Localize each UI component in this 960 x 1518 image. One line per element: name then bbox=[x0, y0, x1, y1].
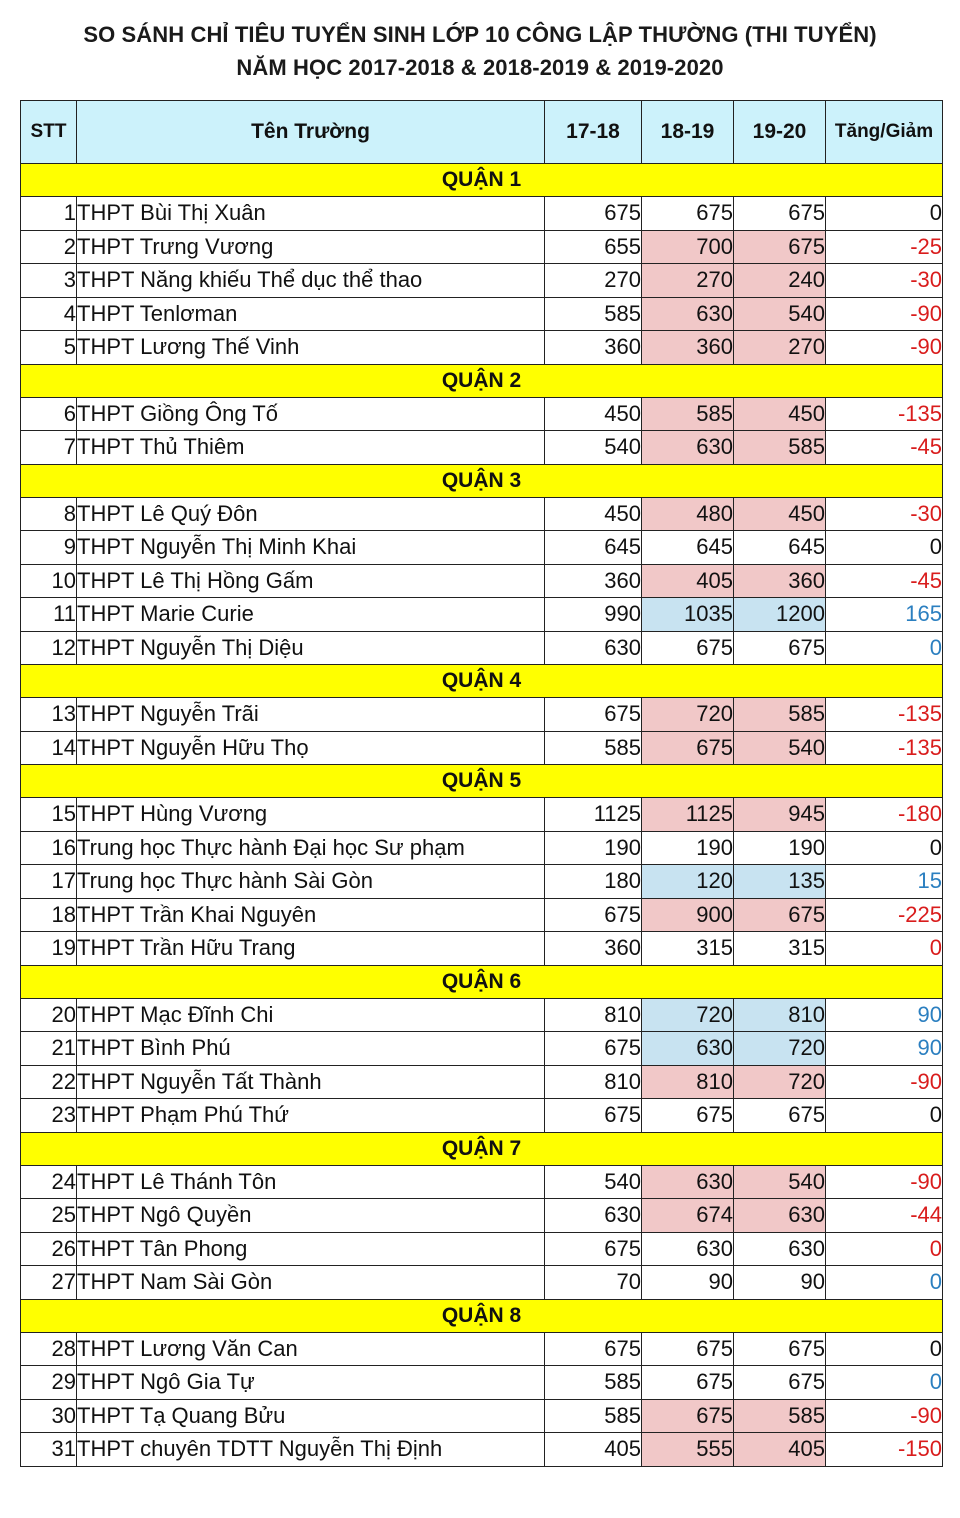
row-change: 0 bbox=[826, 1266, 943, 1300]
row-quota-18-19: 360 bbox=[642, 331, 734, 365]
row-stt: 7 bbox=[21, 431, 77, 465]
table-row bbox=[21, 1399, 943, 1433]
row-change: -90 bbox=[826, 1165, 943, 1199]
row-stt: 22 bbox=[21, 1065, 77, 1099]
row-change: 0 bbox=[826, 1366, 943, 1400]
table-row bbox=[21, 898, 943, 932]
row-stt: 11 bbox=[21, 598, 77, 632]
row-change: 165 bbox=[826, 598, 943, 632]
row-quota-17-18: 630 bbox=[545, 631, 642, 665]
table-row bbox=[21, 698, 943, 732]
row-quota-19-20: 720 bbox=[734, 1065, 826, 1099]
row-school-name: THPT Nguyễn Tất Thành bbox=[77, 1065, 545, 1099]
header-row bbox=[21, 101, 943, 164]
table-row bbox=[21, 230, 943, 264]
title-line-1: SO SÁNH CHỈ TIÊU TUYỂN SINH LỚP 10 CÔNG LẬP THƯỜNG (THI TUYỂN) bbox=[83, 22, 877, 47]
row-quota-18-19: 190 bbox=[642, 831, 734, 865]
row-change: -135 bbox=[826, 698, 943, 732]
row-quota-17-18: 810 bbox=[545, 1065, 642, 1099]
row-school-name: THPT Trần Khai Nguyên bbox=[77, 898, 545, 932]
row-quota-19-20: 675 bbox=[734, 631, 826, 665]
row-quota-17-18: 630 bbox=[545, 1199, 642, 1233]
row-quota-17-18: 675 bbox=[545, 1099, 642, 1133]
admissions-table bbox=[20, 100, 943, 1467]
row-quota-17-18: 450 bbox=[545, 497, 642, 531]
row-quota-19-20: 405 bbox=[734, 1433, 826, 1467]
row-quota-18-19: 675 bbox=[642, 631, 734, 665]
row-quota-19-20: 810 bbox=[734, 998, 826, 1032]
row-stt: 2 bbox=[21, 230, 77, 264]
row-stt: 25 bbox=[21, 1199, 77, 1233]
row-stt: 23 bbox=[21, 1099, 77, 1133]
table-row bbox=[21, 1266, 943, 1300]
row-quota-19-20: 450 bbox=[734, 497, 826, 531]
district-header-row bbox=[21, 364, 943, 397]
row-stt: 12 bbox=[21, 631, 77, 665]
table-row bbox=[21, 798, 943, 832]
table-row bbox=[21, 998, 943, 1032]
table-body bbox=[21, 164, 943, 1467]
district-header-row bbox=[21, 164, 943, 197]
row-quota-17-18: 450 bbox=[545, 397, 642, 431]
district-header-row bbox=[21, 765, 943, 798]
row-change: 90 bbox=[826, 998, 943, 1032]
table-row bbox=[21, 264, 943, 298]
row-quota-17-18: 675 bbox=[545, 197, 642, 231]
row-stt: 28 bbox=[21, 1332, 77, 1366]
row-quota-19-20: 585 bbox=[734, 1399, 826, 1433]
row-school-name: THPT Tạ Quang Bửu bbox=[77, 1399, 545, 1433]
row-quota-17-18: 585 bbox=[545, 731, 642, 765]
row-school-name: THPT Bùi Thị Xuân bbox=[77, 197, 545, 231]
table-row bbox=[21, 1366, 943, 1400]
row-quota-18-19: 675 bbox=[642, 197, 734, 231]
district-header-row bbox=[21, 464, 943, 497]
district-label: QUẬN 2 bbox=[21, 364, 943, 397]
row-quota-17-18: 585 bbox=[545, 1399, 642, 1433]
district-label: QUẬN 3 bbox=[21, 464, 943, 497]
table-row bbox=[21, 297, 943, 331]
row-quota-17-18: 270 bbox=[545, 264, 642, 298]
row-stt: 20 bbox=[21, 998, 77, 1032]
table-row bbox=[21, 731, 943, 765]
district-label: QUẬN 5 bbox=[21, 765, 943, 798]
row-school-name: THPT Mạc Đĩnh Chi bbox=[77, 998, 545, 1032]
row-change: -135 bbox=[826, 397, 943, 431]
row-quota-19-20: 315 bbox=[734, 932, 826, 966]
header-year-19-20: 19-20 bbox=[734, 101, 826, 164]
row-school-name: THPT Lương Thế Vinh bbox=[77, 331, 545, 365]
row-quota-19-20: 270 bbox=[734, 331, 826, 365]
row-change: -44 bbox=[826, 1199, 943, 1233]
district-header-row bbox=[21, 965, 943, 998]
table-row bbox=[21, 1199, 943, 1233]
row-quota-18-19: 720 bbox=[642, 998, 734, 1032]
header-school-name: Tên Trường bbox=[77, 101, 545, 164]
row-quota-19-20: 540 bbox=[734, 1165, 826, 1199]
row-quota-18-19: 630 bbox=[642, 1032, 734, 1066]
row-quota-18-19: 1125 bbox=[642, 798, 734, 832]
row-quota-19-20: 540 bbox=[734, 297, 826, 331]
table-row bbox=[21, 865, 943, 899]
row-quota-18-19: 315 bbox=[642, 932, 734, 966]
row-stt: 29 bbox=[21, 1366, 77, 1400]
row-quota-18-19: 270 bbox=[642, 264, 734, 298]
row-change: -225 bbox=[826, 898, 943, 932]
row-quota-17-18: 675 bbox=[545, 898, 642, 932]
row-quota-18-19: 675 bbox=[642, 1332, 734, 1366]
row-change: 15 bbox=[826, 865, 943, 899]
row-quota-19-20: 630 bbox=[734, 1232, 826, 1266]
header-stt: STT bbox=[21, 101, 77, 164]
district-label: QUẬN 4 bbox=[21, 665, 943, 698]
row-school-name: THPT Phạm Phú Thứ bbox=[77, 1099, 545, 1133]
row-quota-18-19: 120 bbox=[642, 865, 734, 899]
row-change: -135 bbox=[826, 731, 943, 765]
row-quota-17-18: 675 bbox=[545, 1332, 642, 1366]
row-stt: 21 bbox=[21, 1032, 77, 1066]
row-quota-18-19: 675 bbox=[642, 731, 734, 765]
row-quota-18-19: 810 bbox=[642, 1065, 734, 1099]
district-label: QUẬN 1 bbox=[21, 164, 943, 197]
row-change: -45 bbox=[826, 564, 943, 598]
row-school-name: THPT Nam Sài Gòn bbox=[77, 1266, 545, 1300]
row-quota-17-18: 405 bbox=[545, 1433, 642, 1467]
row-stt: 27 bbox=[21, 1266, 77, 1300]
header-year-18-19: 18-19 bbox=[642, 101, 734, 164]
table-row bbox=[21, 1232, 943, 1266]
row-school-name: THPT Nguyễn Trãi bbox=[77, 698, 545, 732]
row-school-name: Trung học Thực hành Đại học Sư phạm bbox=[77, 831, 545, 865]
row-quota-19-20: 675 bbox=[734, 230, 826, 264]
row-quota-17-18: 540 bbox=[545, 431, 642, 465]
row-quota-17-18: 1125 bbox=[545, 798, 642, 832]
row-change: 0 bbox=[826, 1332, 943, 1366]
row-quota-19-20: 945 bbox=[734, 798, 826, 832]
row-change: -90 bbox=[826, 331, 943, 365]
header-year-17-18: 17-18 bbox=[545, 101, 642, 164]
row-stt: 24 bbox=[21, 1165, 77, 1199]
row-quota-19-20: 645 bbox=[734, 531, 826, 565]
table-row bbox=[21, 331, 943, 365]
table-row bbox=[21, 1433, 943, 1467]
row-quota-17-18: 360 bbox=[545, 331, 642, 365]
row-quota-19-20: 675 bbox=[734, 1366, 826, 1400]
row-stt: 4 bbox=[21, 297, 77, 331]
table-row bbox=[21, 598, 943, 632]
row-quota-19-20: 450 bbox=[734, 397, 826, 431]
row-quota-19-20: 720 bbox=[734, 1032, 826, 1066]
row-quota-18-19: 674 bbox=[642, 1199, 734, 1233]
row-quota-17-18: 585 bbox=[545, 1366, 642, 1400]
row-school-name: THPT Tân Phong bbox=[77, 1232, 545, 1266]
row-change: -25 bbox=[826, 230, 943, 264]
row-school-name: THPT Hùng Vương bbox=[77, 798, 545, 832]
title-line-2: NĂM HỌC 2017-2018 & 2018-2019 & 2019-2020 bbox=[236, 55, 724, 80]
row-school-name: Trung học Thực hành Sài Gòn bbox=[77, 865, 545, 899]
row-change: 0 bbox=[826, 197, 943, 231]
row-stt: 31 bbox=[21, 1433, 77, 1467]
row-quota-18-19: 555 bbox=[642, 1433, 734, 1467]
row-school-name: THPT Giồng Ông Tố bbox=[77, 397, 545, 431]
row-stt: 15 bbox=[21, 798, 77, 832]
row-stt: 1 bbox=[21, 197, 77, 231]
table-row bbox=[21, 1065, 943, 1099]
row-quota-19-20: 540 bbox=[734, 731, 826, 765]
row-quota-18-19: 630 bbox=[642, 1232, 734, 1266]
row-quota-18-19: 90 bbox=[642, 1266, 734, 1300]
row-stt: 26 bbox=[21, 1232, 77, 1266]
table-row bbox=[21, 1099, 943, 1133]
row-change: -90 bbox=[826, 297, 943, 331]
row-stt: 13 bbox=[21, 698, 77, 732]
row-quota-19-20: 240 bbox=[734, 264, 826, 298]
table-row bbox=[21, 631, 943, 665]
row-quota-19-20: 135 bbox=[734, 865, 826, 899]
row-school-name: THPT Nguyễn Hữu Thọ bbox=[77, 731, 545, 765]
row-stt: 14 bbox=[21, 731, 77, 765]
row-quota-18-19: 630 bbox=[642, 431, 734, 465]
row-school-name: THPT Marie Curie bbox=[77, 598, 545, 632]
row-quota-18-19: 675 bbox=[642, 1099, 734, 1133]
row-change: -30 bbox=[826, 264, 943, 298]
table-row bbox=[21, 1332, 943, 1366]
table-row bbox=[21, 564, 943, 598]
row-quota-18-19: 700 bbox=[642, 230, 734, 264]
row-quota-19-20: 675 bbox=[734, 1099, 826, 1133]
row-school-name: THPT Lương Văn Can bbox=[77, 1332, 545, 1366]
row-stt: 17 bbox=[21, 865, 77, 899]
district-header-row bbox=[21, 1299, 943, 1332]
row-stt: 3 bbox=[21, 264, 77, 298]
row-school-name: THPT Thủ Thiêm bbox=[77, 431, 545, 465]
row-quota-18-19: 480 bbox=[642, 497, 734, 531]
table-row bbox=[21, 197, 943, 231]
row-quota-19-20: 360 bbox=[734, 564, 826, 598]
row-stt: 16 bbox=[21, 831, 77, 865]
row-quota-19-20: 675 bbox=[734, 898, 826, 932]
row-stt: 10 bbox=[21, 564, 77, 598]
row-school-name: THPT Lê Quý Đôn bbox=[77, 497, 545, 531]
row-school-name: THPT chuyên TDTT Nguyễn Thị Định bbox=[77, 1433, 545, 1467]
row-quota-17-18: 360 bbox=[545, 564, 642, 598]
row-school-name: THPT Ngô Quyền bbox=[77, 1199, 545, 1233]
row-school-name: THPT Nguyễn Thị Diệu bbox=[77, 631, 545, 665]
row-change: -45 bbox=[826, 431, 943, 465]
district-header-row bbox=[21, 665, 943, 698]
header-change: Tăng/Giảm bbox=[826, 101, 943, 164]
row-quota-19-20: 630 bbox=[734, 1199, 826, 1233]
row-quota-18-19: 675 bbox=[642, 1399, 734, 1433]
row-change: -90 bbox=[826, 1399, 943, 1433]
table-row bbox=[21, 831, 943, 865]
row-stt: 6 bbox=[21, 397, 77, 431]
row-quota-18-19: 675 bbox=[642, 1366, 734, 1400]
row-school-name: THPT Trần Hữu Trang bbox=[77, 932, 545, 966]
row-change: 0 bbox=[826, 531, 943, 565]
row-quota-18-19: 630 bbox=[642, 297, 734, 331]
row-school-name: THPT Lê Thị Hồng Gấm bbox=[77, 564, 545, 598]
district-label: QUẬN 8 bbox=[21, 1299, 943, 1332]
row-school-name: THPT Tenlơman bbox=[77, 297, 545, 331]
row-quota-18-19: 645 bbox=[642, 531, 734, 565]
row-quota-18-19: 405 bbox=[642, 564, 734, 598]
row-quota-17-18: 675 bbox=[545, 1232, 642, 1266]
row-quota-18-19: 1035 bbox=[642, 598, 734, 632]
table-row bbox=[21, 397, 943, 431]
page-title bbox=[0, 18, 960, 84]
row-quota-17-18: 540 bbox=[545, 1165, 642, 1199]
row-quota-17-18: 810 bbox=[545, 998, 642, 1032]
row-quota-19-20: 675 bbox=[734, 197, 826, 231]
row-quota-17-18: 585 bbox=[545, 297, 642, 331]
table-row bbox=[21, 531, 943, 565]
row-quota-17-18: 675 bbox=[545, 698, 642, 732]
district-label: QUẬN 6 bbox=[21, 965, 943, 998]
row-quota-18-19: 585 bbox=[642, 397, 734, 431]
row-quota-18-19: 900 bbox=[642, 898, 734, 932]
row-quota-17-18: 990 bbox=[545, 598, 642, 632]
row-quota-17-18: 180 bbox=[545, 865, 642, 899]
row-quota-19-20: 675 bbox=[734, 1332, 826, 1366]
row-quota-17-18: 70 bbox=[545, 1266, 642, 1300]
table-row bbox=[21, 1165, 943, 1199]
row-quota-19-20: 190 bbox=[734, 831, 826, 865]
row-school-name: THPT Năng khiếu Thể dục thể thao bbox=[77, 264, 545, 298]
row-quota-17-18: 675 bbox=[545, 1032, 642, 1066]
row-stt: 9 bbox=[21, 531, 77, 565]
row-change: -180 bbox=[826, 798, 943, 832]
row-quota-19-20: 585 bbox=[734, 431, 826, 465]
row-change: 0 bbox=[826, 831, 943, 865]
row-school-name: THPT Ngô Gia Tự bbox=[77, 1366, 545, 1400]
row-quota-17-18: 655 bbox=[545, 230, 642, 264]
row-quota-17-18: 190 bbox=[545, 831, 642, 865]
row-school-name: THPT Lê Thánh Tôn bbox=[77, 1165, 545, 1199]
district-header-row bbox=[21, 1132, 943, 1165]
row-stt: 5 bbox=[21, 331, 77, 365]
row-stt: 18 bbox=[21, 898, 77, 932]
row-quota-19-20: 90 bbox=[734, 1266, 826, 1300]
row-quota-19-20: 1200 bbox=[734, 598, 826, 632]
row-change: 0 bbox=[826, 1099, 943, 1133]
row-stt: 19 bbox=[21, 932, 77, 966]
table-row bbox=[21, 1032, 943, 1066]
row-change: -90 bbox=[826, 1065, 943, 1099]
district-label: QUẬN 7 bbox=[21, 1132, 943, 1165]
row-change: 90 bbox=[826, 1032, 943, 1066]
row-quota-17-18: 645 bbox=[545, 531, 642, 565]
row-stt: 30 bbox=[21, 1399, 77, 1433]
row-change: -30 bbox=[826, 497, 943, 531]
row-quota-19-20: 585 bbox=[734, 698, 826, 732]
row-change: 0 bbox=[826, 631, 943, 665]
row-change: 0 bbox=[826, 1232, 943, 1266]
row-school-name: THPT Bình Phú bbox=[77, 1032, 545, 1066]
table-row bbox=[21, 932, 943, 966]
row-quota-17-18: 360 bbox=[545, 932, 642, 966]
row-school-name: THPT Nguyễn Thị Minh Khai bbox=[77, 531, 545, 565]
row-change: -150 bbox=[826, 1433, 943, 1467]
row-change: 0 bbox=[826, 932, 943, 966]
row-school-name: THPT Trưng Vương bbox=[77, 230, 545, 264]
table-row bbox=[21, 497, 943, 531]
row-stt: 8 bbox=[21, 497, 77, 531]
row-quota-18-19: 630 bbox=[642, 1165, 734, 1199]
row-quota-18-19: 720 bbox=[642, 698, 734, 732]
table-row bbox=[21, 431, 943, 465]
